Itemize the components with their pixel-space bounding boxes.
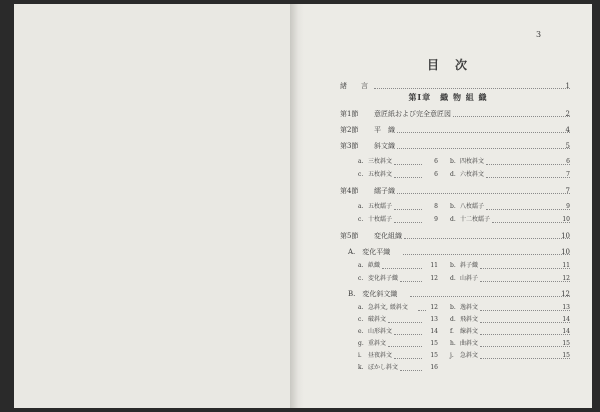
item-page: 11	[562, 262, 570, 269]
item-title: 山形斜文	[368, 328, 393, 335]
toc-group-a-label: A. 変化平織	[348, 248, 391, 256]
toc-group-b-page: 12	[561, 290, 570, 298]
chapter-heading: 第Ⅰ章 織 物 組 織	[408, 92, 488, 102]
item-page: 15	[430, 340, 438, 347]
item-letter: k.	[358, 364, 364, 371]
satin-item	[304, 201, 592, 213]
item-page: 13	[430, 316, 438, 323]
section-page: 5	[565, 142, 570, 150]
item-title: 十二枚繻子	[460, 216, 491, 223]
item-page: 15	[562, 352, 570, 359]
item-letter: d.	[450, 216, 456, 223]
leader-dots	[400, 281, 422, 282]
leader-dots	[382, 268, 422, 269]
right-page	[304, 4, 592, 408]
section-page: 4	[565, 126, 570, 134]
item-letter: b.	[450, 203, 456, 210]
item-page: 9	[566, 203, 570, 210]
leader-dots	[400, 370, 422, 371]
leader-dots	[394, 177, 422, 178]
leader-dots	[397, 193, 570, 194]
left-page	[14, 4, 290, 408]
group-b-item	[304, 302, 592, 314]
group-b-item	[304, 326, 592, 338]
item-page: 8	[434, 203, 438, 210]
item-letter: a.	[358, 203, 364, 210]
leader-dots	[394, 209, 422, 210]
leader-dots	[453, 116, 570, 117]
section-title: 平 織	[374, 126, 395, 134]
group-b-item	[304, 338, 592, 350]
item-letter: c.	[358, 171, 364, 178]
section-page: 10	[561, 232, 570, 240]
section-title: 変化組織	[374, 232, 402, 240]
leader-dots	[403, 254, 570, 255]
toc-section	[304, 140, 592, 152]
leader-dots	[397, 132, 570, 133]
leader-dots	[404, 238, 570, 239]
group-a-item	[304, 260, 592, 272]
toc-section	[304, 185, 592, 197]
item-title: 重斜文	[368, 340, 387, 347]
item-letter: c.	[358, 316, 364, 323]
item-title: 畝織	[368, 262, 381, 269]
item-title: 線斜文	[460, 328, 479, 335]
item-title: 曲斜文	[460, 340, 479, 347]
item-page: 16	[430, 364, 438, 371]
item-page: 15	[562, 340, 570, 347]
section-number: 第3節	[340, 142, 359, 150]
leader-dots	[397, 148, 570, 149]
group-b-item	[304, 362, 592, 374]
item-title: 十枚繻子	[368, 216, 393, 223]
item-letter: j.	[450, 352, 454, 359]
item-title: 五枚斜文	[368, 171, 393, 178]
toc-foreword-label: 緒 言	[340, 82, 368, 90]
toc-group-b	[304, 288, 592, 300]
section-title: 斜文織	[374, 142, 395, 150]
item-letter: c.	[358, 216, 364, 223]
leader-dots	[394, 334, 422, 335]
item-page: 15	[430, 352, 438, 359]
item-letter: b.	[450, 304, 456, 311]
item-page: 9	[434, 216, 438, 223]
item-title: 山斜子	[460, 275, 479, 282]
leader-dots	[374, 88, 570, 89]
item-title: 飛斜文	[460, 316, 479, 323]
item-title: 急斜文, 緩斜文	[368, 304, 408, 311]
item-letter: a.	[358, 158, 364, 165]
leader-dots	[394, 164, 422, 165]
toc-group-a-page: 10	[561, 248, 570, 256]
page-number: 3	[536, 30, 542, 39]
satin-item	[304, 214, 592, 226]
section-page: 7	[565, 187, 570, 195]
leader-dots	[394, 222, 422, 223]
item-letter: a.	[358, 304, 364, 311]
section-number: 第2節	[340, 126, 359, 134]
group-a-item	[304, 273, 592, 285]
toc-foreword-page: 1	[565, 82, 570, 90]
toc-group-a	[304, 246, 592, 258]
toc-section	[304, 230, 592, 242]
item-page: 7	[566, 171, 570, 178]
twill-item	[304, 169, 592, 181]
section-title: 繻子織	[374, 187, 395, 195]
section-number: 第1節	[340, 110, 359, 118]
item-letter: i.	[358, 352, 362, 359]
item-page: 14	[562, 316, 570, 323]
twill-item	[304, 156, 592, 168]
item-letter: h.	[450, 340, 456, 347]
toc-foreword	[304, 80, 592, 92]
item-title: 急斜文	[460, 352, 479, 359]
item-letter: g.	[358, 340, 364, 347]
section-number: 第4節	[340, 187, 359, 195]
toc-section	[304, 124, 592, 136]
group-b-item	[304, 350, 592, 362]
item-page: 6	[434, 158, 438, 165]
book-gutter	[290, 4, 304, 408]
toc-title: 目 次	[426, 58, 469, 72]
item-page: 14	[430, 328, 438, 335]
item-title: 六枚斜文	[460, 171, 485, 178]
group-b-item	[304, 314, 592, 326]
item-letter: a.	[358, 262, 364, 269]
item-page: 6	[434, 171, 438, 178]
item-title: 昼夜斜文	[368, 352, 393, 359]
item-letter: b.	[450, 158, 456, 165]
leader-dots	[394, 358, 422, 359]
item-page: 12	[562, 275, 570, 282]
leader-dots	[388, 322, 422, 323]
item-page: 12	[430, 304, 438, 311]
item-page: 10	[562, 216, 570, 223]
item-letter: d.	[450, 316, 456, 323]
item-letter: e.	[358, 328, 364, 335]
item-title: 五枚繻子	[368, 203, 393, 210]
item-page: 12	[430, 275, 438, 282]
item-title: 逸斜文	[460, 304, 479, 311]
item-page: 13	[562, 304, 570, 311]
leader-dots	[410, 296, 570, 297]
item-letter: c.	[358, 275, 364, 282]
item-title: 変化斜子織	[368, 275, 399, 282]
item-title: 斜子織	[460, 262, 479, 269]
item-letter: d.	[450, 171, 456, 178]
item-title: 破斜文	[368, 316, 387, 323]
item-page: 6	[566, 158, 570, 165]
item-letter: b.	[450, 262, 456, 269]
item-page: 11	[430, 262, 438, 269]
section-number: 第5節	[340, 232, 359, 240]
item-letter: d.	[450, 275, 456, 282]
item-title: 四枚斜文	[460, 158, 485, 165]
leader-dots	[388, 346, 422, 347]
item-title: 三枚斜文	[368, 158, 393, 165]
item-title: ぼかし斜文	[368, 364, 399, 371]
item-title: 八枚繻子	[460, 203, 485, 210]
item-letter: f.	[450, 328, 454, 335]
section-page: 2	[565, 110, 570, 118]
toc-group-b-label: B. 変化斜文織	[348, 290, 398, 298]
toc-section	[304, 108, 592, 120]
section-title: 意匠紙および完全意匠図	[374, 110, 451, 118]
item-page: 14	[562, 328, 570, 335]
